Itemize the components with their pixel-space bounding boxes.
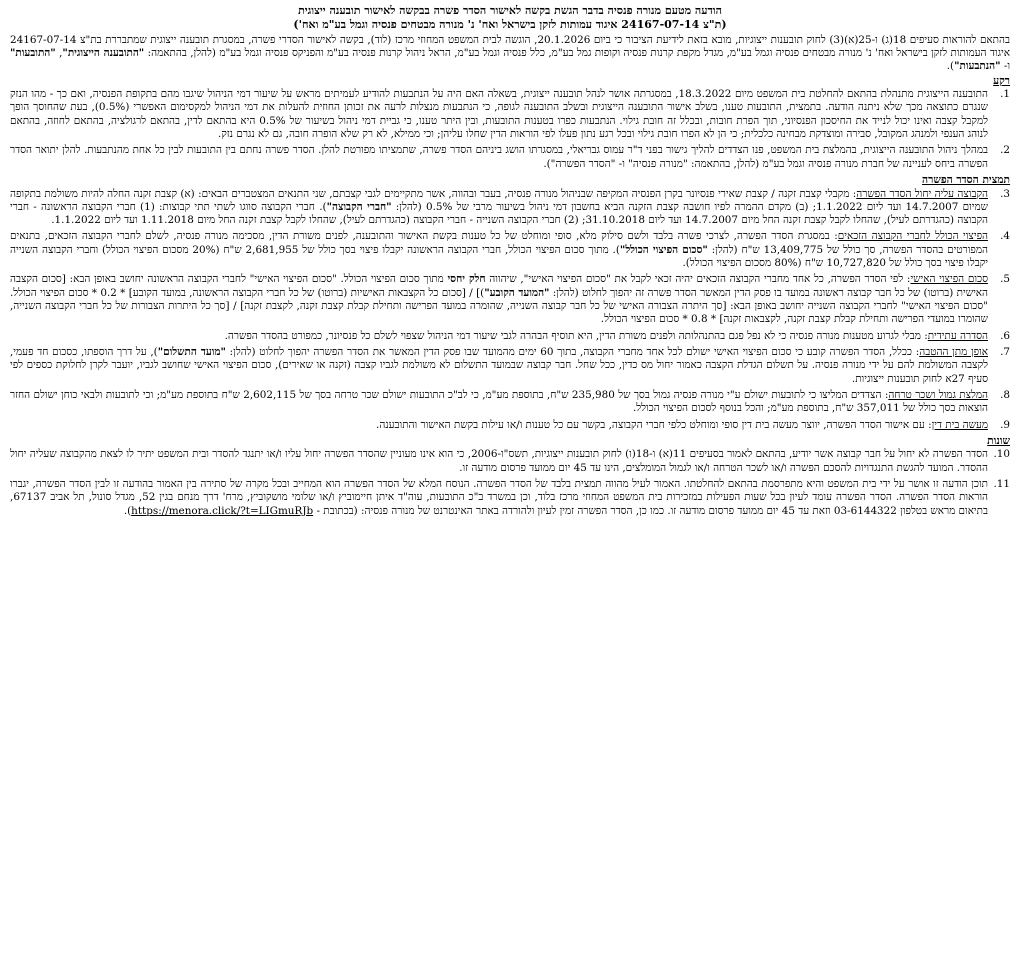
clause-body: : במסגרת הסדר הפשרה, לצרכי פשרה בלבד ולשם סילוק מלא, סופי ומוחלט של כל טענות בקשת האישור והתובענה, לפנים משורת הדין, מסכימה מנורה פנסיה, לשלם לחברי הקבוצה הזכאים, בתנאים המפורטים בהסדר הפשרה, סך כולל של 13,409,775 ש"ח (להלן: <box>10 230 988 256</box>
section-heading-background: רקע <box>993 74 1010 87</box>
clause-text <box>10 273 988 326</box>
clause-text: הסדר הפשרה לא יחול על חבר קבוצה אשר יודיע, בהתאם לאמור בסעיפים 11(א) ו-18(ו) לחוק תובענות ייצוגיות, תשס"ו-2006, כי הוא אינו מעוניין שהסדר הפשרה יחול עליו ו/או יתנגד להסדר ובית המשפט יתיר לו לצאת מהקבוצה שעליה יחול ההסדר. המועד להגשת התנגדויות להסכם הפשרה ו/או לשכר הטרחה ו/או לגמול המומלצים, הינו עד 45 יום ממועד פרסום מודעה זו. <box>10 448 988 474</box>
intro-and: ו- <box>1000 60 1010 73</box>
clause-term: חלק יחסי <box>447 273 486 286</box>
clause-text <box>10 478 988 518</box>
clause-8 <box>10 389 1010 416</box>
clause-term: "חברי הקבוצה" <box>326 200 392 213</box>
intro-paragraph <box>10 34 1010 74</box>
clause-text <box>10 188 988 228</box>
intro-term-2: "התובעות" <box>10 46 56 59</box>
clause-end: ). <box>123 504 132 517</box>
notice-title <box>10 4 1010 33</box>
clause-9 <box>10 419 1010 432</box>
clause-number: 9. <box>1000 418 1010 431</box>
settlement-link[interactable]: https://menora.click/?t=LIGmuRJb <box>131 504 314 517</box>
clause-term-2: "המועד הקובע" <box>484 286 550 299</box>
clause-1 <box>10 88 1010 141</box>
clause-heading: אופן מתן ההטבה <box>919 345 988 358</box>
title-line-2: (ת"צ 24167-07-14 איגוד עמותות לזקן בישראל ואח' נ' מנורה מבטחים פנסיה וגמל בע"מ ואח') <box>293 18 727 32</box>
clause-text <box>10 389 988 416</box>
clause-6 <box>10 330 1010 343</box>
intro-term-1: "התובענה הייצוגית" <box>62 46 145 59</box>
clause-3 <box>10 188 1010 228</box>
clause-number: 8. <box>1000 388 1010 401</box>
clause-text <box>10 419 988 432</box>
clause-5 <box>10 273 1010 326</box>
section-heading-summary: תמצית הסדר הפשרה <box>922 173 1010 186</box>
clause-7 <box>10 346 1010 386</box>
clause-number: 4. <box>1000 230 1010 243</box>
clause-body-2: מתוך סכום הפיצוי הכולל. "סכום הפיצוי האישי" לחברי הקבוצה הראשונה יחושב באופן הבא: [סכום הקצבה האישית (ברוטו) של כל חבר קבוצה ראשונה במועד בו פסק הדין המאשר הסדר פשרה זה יהפוך לחלוט (להלן: <box>10 273 988 299</box>
clause-body: : עם אישור הסדר הפשרה, יווצר מעשה בית דין סופי ומוחלט כלפי חברי הקבוצה, בקשר עם כל טענות ו/או עילות בקשת האישור והתובענה. <box>376 418 932 431</box>
section-heading-misc: שונות <box>987 434 1010 447</box>
clause-number: 1. <box>1000 88 1010 101</box>
clause-text: במהלך ניהול התובענה הייצוגית, בהמלצת בית המשפט, פנו הצדדים להליך גישור בפני ד"ר עמוס גבריאלי, במסגרתו הושג ביניהם הסדר פשרה, שתמציתו מפורטת להלן. הסדר פשרה נחתם בין התובעות לבין כל אחת מהנתבעות. להלן יתואר הסדר הפשרה ביחס לעניינה של חברת מנורה פנסיה וגמל בע"מ (להלן, בהתאמה: "מנורה פנסיה" ו- "הסדר הפשרה"). <box>10 144 988 170</box>
clause-body: : מקבלי קצבת זקנה / קצבת שאירי פנסיונר בקרן הפנסיה המקיפה שבניהול מנורה פנסיה, בעבר ובהווה, אשר מתקיימים לגבי קצבתם, שני התנאים המצטברים הבאים: (א) קצבת זקנה החלה להיות משולמת בתקופה שמיום 14.7.2007 ועד ליום 1.1.2022; (ב) מקדם ההמרה לפיו חושבה קצבת הזקנה הביא בחשבון דמי ניהול בשיעור מרבי של 0.5% (להלן: <box>10 187 988 213</box>
clause-body: : לפי הסדר הפשרה, כל אחד מחברי הקבוצה הזכאים יהיה זכאי לקבל את "סכום הפיצוי האישי", שיהווה <box>485 273 911 286</box>
clause-number: 6. <box>1000 329 1010 342</box>
intro-end: ). <box>946 60 955 73</box>
clause-number: 3. <box>1000 187 1010 200</box>
clause-11 <box>10 478 1010 518</box>
clause-body: : מבלי לגרוע מטענות מנורה פנסיה כי לא נפל פגם בהתנהלותה ולפנים משורת הדין, היא תוסיף הבהרה לגבי שיעור דמי הניהול שצפוי לשלם כל פנסיונר, כמפורט בהסדר הפשרה. <box>224 329 928 342</box>
clause-text <box>10 346 988 386</box>
clause-heading: מעשה בית דין <box>931 418 988 431</box>
clause-heading: המלצת גמול ושכר טרחה <box>888 388 989 401</box>
clause-body: תוכן הודעה זו אושר על ידי בית המשפט והיא מתפרסמת בהתאם להחלטתו. האמור לעיל מהווה תמצית בלבד של הסדר הפשרה. הנוסח המלא של הסדר הפשרה הוא המחייב ובכל מקרה של סתירה בין האמור בהודעה זו לבין הסדר הפשרה, יגברו הוראות הסדר הפשרה. הסדר הפשרה עומד לעיון בכל שעות הפעילות במזכירות בית המשפט המחוזי מרכז בלוד, וכן במשרד ב"כ התובעות, עוה"ד איתן חיימוביץ ו/או שלומי מושקוביץ, מרח' דרך מנחם בגין 52, מגדל סונול, תל אביב 67137, בתיאום מראש בטלפון 03-6144322 וזאת עד 45 יום ממועד פרסום מודעה זו. כמו כן, הסדר הפשרה זמין לעיון ולהורדה באתר האינטרנט של מנורה פנסיה: (בכתובת - <box>10 477 988 517</box>
clause-heading: הקבוצה עליה יחול הסדר הפשרה <box>856 187 988 200</box>
clause-10 <box>10 448 1010 475</box>
clause-2 <box>10 144 1010 171</box>
clause-body: : ככלל, הסדר הפשרה קובע כי סכום הפיצוי האישי ישולם לכל אחד מחברי הקבוצה, בתוך 60 ימים מהמועד שבו פסק הדין המאשר את הסדר הפשרה יהפוך לחלוט (להלן: <box>225 345 920 358</box>
clause-heading: סכום הפיצוי האישי <box>910 273 988 286</box>
clause-body-2: ). מתוך סכום הפיצוי הכולל, חברי הקבוצה הראשונה יקבלו פיצוי בסך כולל של 2,681,955 ש"ח (20% מסכום הפיצוי הכולל) וחברי הקבוצה השנייה יקבלו פיצוי בסך כולל של 10,727,820 ש"ח (80% מסכום הפיצוי הכולל). <box>10 243 988 270</box>
clause-number: 2. <box>1000 144 1010 157</box>
clause-body-2: ), על דרך הוספתו, כסכום חד פעמי, לקצבה המשולמת להם על ידי מנורה פנסיה. על תשלום הגדלת הקצבה כאמור יחול מס כדין, ככל שחל. חבר קבוצה שבמועד התשלום לא משולמת לגביו קצבה (זקנה או שאירים), סכום הפיצוי האישי שחושב לגביו, יועבר לקרן לחלוקת כספים לפי סעיף 27א לחוק תובענות ייצוגיות. <box>10 345 988 385</box>
clause-number: 11. <box>993 477 1010 490</box>
clause-term: "סכום הפיצוי הכולל" <box>619 243 708 256</box>
clause-number: 7. <box>1000 345 1010 358</box>
clause-number: 5. <box>1000 273 1010 286</box>
clause-term: "מועד התשלום" <box>157 345 226 358</box>
clause-heading: הפיצוי הכולל לחברי הקבוצה הזכאים <box>837 230 989 243</box>
clause-text <box>10 230 988 270</box>
intro-text: בהתאם להוראות סעיפים 18(ג) ו-25(א)(3) לחוק תובענות ייצוגיות, מובא בזאת לידיעת הציבור כי ביום 20.1.2026, הוגשה לבית המשפט המחוזי מרכז (לוד), בקשה לאישור הסדרי פשרה, במסגרת תובענה ייצוגית שמתבררת בת"צ 24167-07-14 איגוד העמותות לזקן בישראל ואח' נ' מנורה מבטחים פנסיה וגמל בע"מ, מגדל מקפת קרנות פנסיה וקופות גמל בע"מ, כלל פנסיה וגמל בע"מ, הראל ניהול קרנות פנסיה בע"מ והפניקס פנסיה וגמל בע"מ (להלן, בהתאמה: <box>10 33 1010 59</box>
clause-text <box>10 330 988 343</box>
clause-4 <box>10 230 1010 270</box>
intro-term-3: "הנתבעות" <box>954 60 1001 73</box>
clause-number: 10. <box>993 448 1010 461</box>
clause-body: : הצדדים המליצו כי לתובעות ישולם ע"י מנורה פנסיה גמול בסך של 235,980 ש"ח, בתוספת מע"מ, כי לב"כ התובעות ישולם שכר טרחה בסך של 2,602,115 ש"ח בתוספת מע"מ; וכי לתובעות ולבאי כוחן ישולם החזר הוצאות בסך כולל של 357,011 ש"ח, בתוספת מע"מ; והכל בנוסף לסכום הפיצוי הכולל. <box>10 388 988 415</box>
clause-heading: הסדרה עתידית <box>927 329 988 342</box>
clause-text: התובענה הייצוגית מתנהלת בהתאם להחלטת בית המשפט מיום 18.3.2022, במסגרתה אושר לנהל תובענה ייצוגית, בשאלה האם היה על הנתבעות להודיע לעמיתים מראש על שיעור דמי הניהול שיגבו מהם בתקופת הפנסיה, ואם כך - מהו הנזק שנגרם כתוצאה מכך שלא ניתנה הודעה. בתמצית, התובעות טענו, בשלב אישור התובענה הייצוגית ובשלב התובענה לגופה, כי הנתבעות מנצלות לרעה את זכותן החוזית להעלות את דמי הניהול למקסימום האפשרי (0.5%), בעת שהחוסך הופך למקבל קצבה ואינו יכול לנייד את החיסכון הפנסיוני, תוך הפרת חובות, ובכלל זה חובת גילוי. הנתבעות כפרו בטענות התובעות, ובין היתר טענו, כי גביית דמי ניהול בשיעור של 0.5% היא בהתאם לדין, בהתאם לרגולציה, בהתאם לחוזה, בהתאם לנוהג הענפי ולמנהג המקובל, סבירה ומוצדקת מבחינה כלכלית; כי הן לא הפרו חובת גילוי ובכל רגע נתון פעלו לפי הוראות הדין שחלו עליהן; וכי ממילא, לא רק שלא הופרה חובה, גם לא נגרם נזק. <box>10 88 988 141</box>
title-line-1: הודעה מטעם מנורה פנסיה בדבר הגשת בקשה לאישור הסדר פשרה בבקשה לאישור תובענה ייצוגית <box>298 4 722 17</box>
clause-body-2: ). חברי הקבוצה סווגו לשתי תתי קבוצות: (1) חברי הקבוצה הראשונה - חברי הקבוצה (כהגדרתם לעיל), שהחלו לקבל קצבת זקנה החל מיום 14.7.2007 ועד ליום 31.10.2018; (2) חברי הקבוצה השנייה - חברי הקבוצה (כהגדרתם לעיל), שהחלו לקבל קצבת זקנה החל מיום 1.11.2018 ועד ליום 1.1.2022. <box>10 200 988 227</box>
clause-body-3: )] / [סכום כל הקצבאות האישיות (ברוטו) של כל חברי הקבוצה הראשונה, במועד הקובע] * 0.2 * סכום הפיצוי הכולל. "סכום הפיצוי האישי" לחברי הקבוצה השנייה יחושב באופן הבא: [סך היתרה הצבורה האישי של כל חבר קבוצה השנייה, שהומרה במועד הפרישה ותחילת קבלת קצבת זקנה, לקצבת זקנה] / [סך כל היתרות הצבורות של כל חברי הקבוצה השנייה, שהומרו במועדי הפרישה ותחילת קבלת קצבת זקנה, לקצבאות זקנה] * 0.8 * סכום הפיצוי הכולל. <box>10 286 988 326</box>
intro-sep: , <box>55 46 63 59</box>
